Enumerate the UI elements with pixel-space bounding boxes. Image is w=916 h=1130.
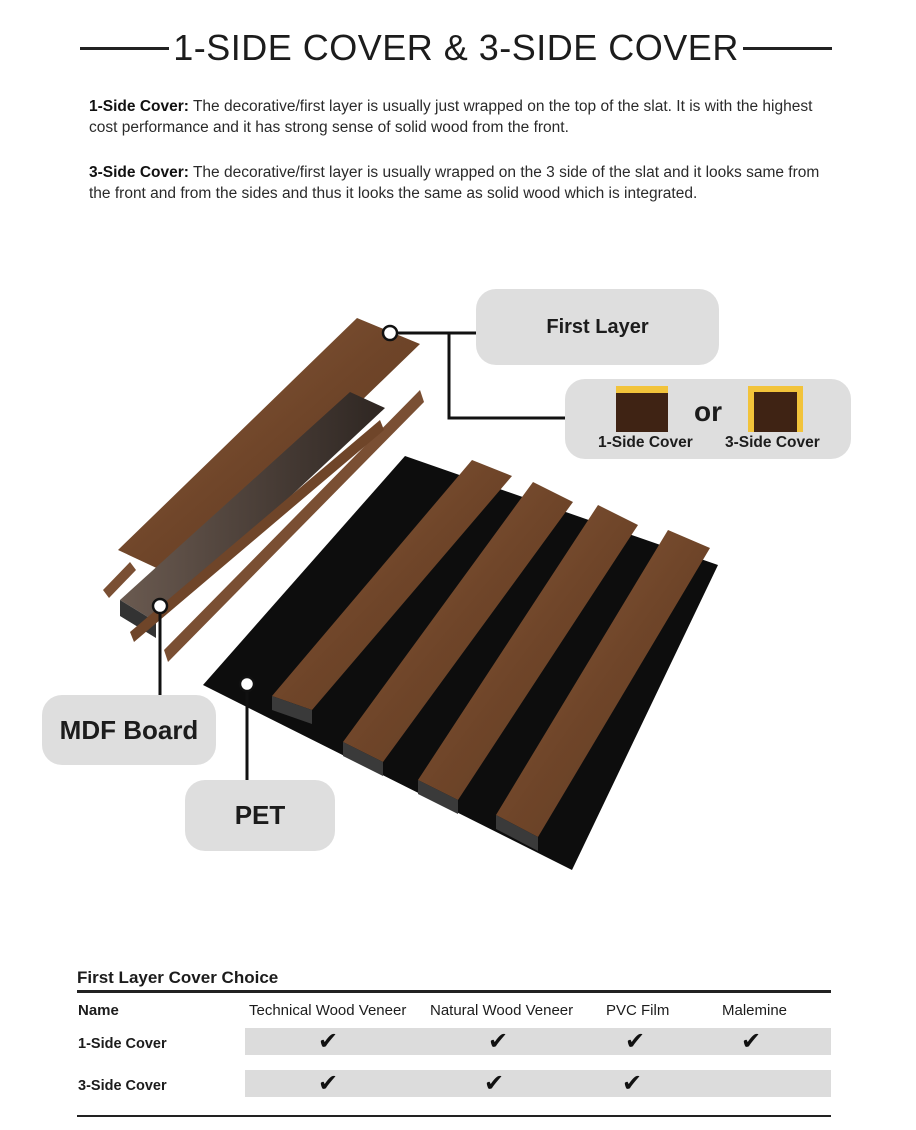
cover-or-label: or — [694, 396, 722, 427]
check-icon: ✔ — [625, 1028, 646, 1055]
check-icon: ✔ — [622, 1070, 643, 1097]
check-icon: ✔ — [318, 1070, 339, 1097]
table-header-technical-wood-veneer: Technical Wood Veneer — [249, 1002, 407, 1019]
description-term: 3-Side Cover: — [89, 164, 189, 181]
title-rule-left — [80, 47, 169, 50]
check-icon: ✔ — [488, 1028, 509, 1055]
table-header-natural-wood-veneer: Natural Wood Veneer — [430, 1002, 574, 1019]
description-1-side — [89, 96, 839, 138]
three-side-cover-label: 3-Side Cover — [725, 434, 820, 451]
check-icon: ✔ — [741, 1028, 762, 1055]
table-title: First Layer Cover Choice — [77, 968, 279, 987]
check-icon: ✔ — [484, 1070, 505, 1097]
table-row-name: 3-Side Cover — [78, 1078, 167, 1094]
description-text: The decorative/first layer is usually just wrapped on the top of the slat. It is with the highest cost performance and it has strong sense of solid wood from the front. — [89, 98, 813, 136]
table-header-name: Name — [78, 1002, 119, 1019]
table-row-name: 1-Side Cover — [78, 1036, 167, 1052]
description-term: 1-Side Cover: — [89, 98, 189, 115]
page-title: 1-SIDE COVER & 3-SIDE COVER — [173, 27, 739, 68]
three-side-cover-swatch — [748, 386, 803, 432]
cover-options-callout — [565, 379, 851, 459]
title-row — [80, 24, 832, 72]
table-header-pvc-film: PVC Film — [606, 1002, 670, 1019]
table-header-malemine: Malemine — [722, 1002, 788, 1019]
mdf-board-callout: MDF Board — [42, 695, 216, 765]
title-rule-right — [743, 47, 832, 50]
one-side-cover-label: 1-Side Cover — [598, 434, 693, 451]
description-3-side — [89, 162, 839, 204]
table-rule-top — [77, 990, 831, 993]
panel-illustration — [0, 240, 916, 920]
description-text: The decorative/first layer is usually wrapped on the 3 side of the slat and it looks same from the front and from the sides and thus it looks the same as solid wood which is integrated. — [89, 164, 820, 202]
pet-callout: PET — [185, 780, 335, 851]
one-side-cover-swatch — [616, 386, 668, 432]
first-layer-callout: First Layer — [476, 289, 719, 365]
table-rule-bottom — [77, 1115, 831, 1117]
check-icon: ✔ — [318, 1028, 339, 1055]
panel-diagram — [0, 240, 916, 920]
